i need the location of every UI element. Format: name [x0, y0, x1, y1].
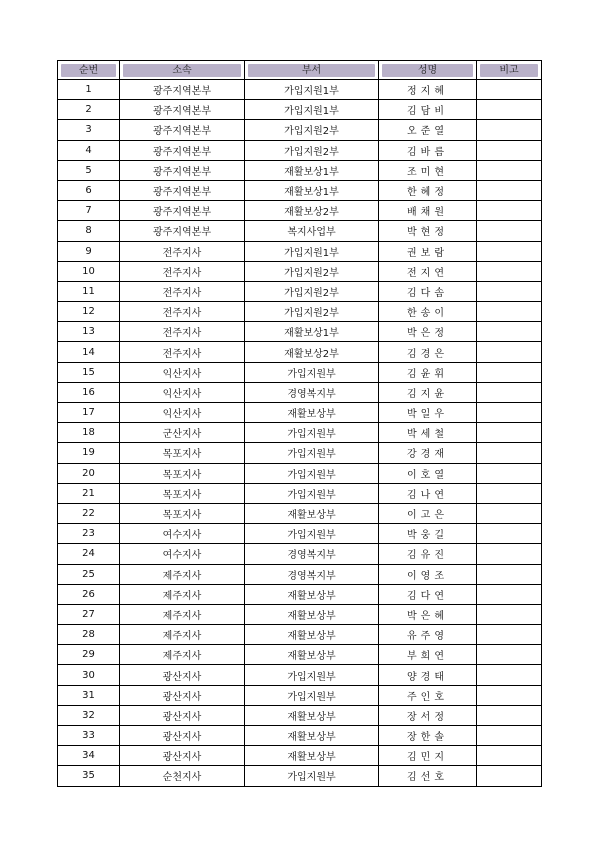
- cell-note: [477, 524, 542, 544]
- header-cell-dept: [245, 61, 379, 80]
- cell-dept: 가입지원부: [245, 483, 379, 503]
- cell-name: 한혜정: [379, 180, 477, 200]
- cell-no: 4: [58, 140, 120, 160]
- header-row: [58, 61, 542, 80]
- cell-note: [477, 281, 542, 301]
- cell-org: 제주지사: [120, 584, 245, 604]
- roster-body: [58, 80, 542, 787]
- cell-note: [477, 140, 542, 160]
- cell-no: 13: [58, 322, 120, 342]
- cell-no: 29: [58, 645, 120, 665]
- table-row: [58, 322, 542, 342]
- cell-org: 광주지역본부: [120, 201, 245, 221]
- cell-name: 유주영: [379, 625, 477, 645]
- table-row: [58, 766, 542, 786]
- cell-no: 25: [58, 564, 120, 584]
- cell-org: 광주지역본부: [120, 180, 245, 200]
- table-row: [58, 625, 542, 645]
- cell-dept: 가입지원2부: [245, 261, 379, 281]
- table-row: [58, 645, 542, 665]
- cell-note: [477, 403, 542, 423]
- table-row: [58, 423, 542, 443]
- cell-no: 32: [58, 705, 120, 725]
- cell-no: 26: [58, 584, 120, 604]
- cell-no: 11: [58, 281, 120, 301]
- cell-org: 광주지역본부: [120, 160, 245, 180]
- cell-note: [477, 604, 542, 624]
- cell-dept: 가입지원1부: [245, 80, 379, 100]
- cell-no: 35: [58, 766, 120, 786]
- cell-note: [477, 160, 542, 180]
- cell-no: 17: [58, 403, 120, 423]
- cell-name: 장서정: [379, 705, 477, 725]
- cell-no: 7: [58, 201, 120, 221]
- cell-note: [477, 362, 542, 382]
- cell-no: 1: [58, 80, 120, 100]
- cell-dept: 재활보상부: [245, 403, 379, 423]
- cell-no: 14: [58, 342, 120, 362]
- cell-name: 박은혜: [379, 604, 477, 624]
- header-cell-org: [120, 61, 245, 80]
- cell-name: 김선호: [379, 766, 477, 786]
- header-label-no: 순번: [61, 64, 116, 77]
- cell-org: 전주지사: [120, 302, 245, 322]
- cell-dept: 가입지원2부: [245, 140, 379, 160]
- header-label-note: 비고: [480, 64, 538, 77]
- cell-note: [477, 221, 542, 241]
- cell-dept: 가입지원2부: [245, 281, 379, 301]
- cell-name: 김민지: [379, 746, 477, 766]
- cell-name: 전지연: [379, 261, 477, 281]
- cell-note: [477, 80, 542, 100]
- cell-org: 전주지사: [120, 342, 245, 362]
- header-label-dept: 부서: [248, 64, 375, 77]
- cell-note: [477, 645, 542, 665]
- cell-name: 김윤휘: [379, 362, 477, 382]
- cell-no: 20: [58, 463, 120, 483]
- table-row: [58, 160, 542, 180]
- table-row: [58, 685, 542, 705]
- cell-name: 박세철: [379, 423, 477, 443]
- cell-org: 전주지사: [120, 322, 245, 342]
- cell-org: 여수지사: [120, 544, 245, 564]
- cell-note: [477, 685, 542, 705]
- cell-name: 주인호: [379, 685, 477, 705]
- cell-dept: 가입지원부: [245, 463, 379, 483]
- cell-note: [477, 483, 542, 503]
- cell-name: 양경태: [379, 665, 477, 685]
- cell-note: [477, 241, 542, 261]
- cell-org: 광산지사: [120, 685, 245, 705]
- cell-dept: 재활보상1부: [245, 160, 379, 180]
- cell-org: 전주지사: [120, 261, 245, 281]
- cell-org: 목포지사: [120, 463, 245, 483]
- header-cell-name: [379, 61, 477, 80]
- cell-org: 광산지사: [120, 746, 245, 766]
- cell-no: 12: [58, 302, 120, 322]
- cell-dept: 재활보상1부: [245, 322, 379, 342]
- table-row: [58, 201, 542, 221]
- cell-dept: 재활보상1부: [245, 180, 379, 200]
- cell-note: [477, 382, 542, 402]
- table-row: [58, 382, 542, 402]
- cell-no: 9: [58, 241, 120, 261]
- cell-name: 장한솔: [379, 726, 477, 746]
- cell-dept: 가입지원2부: [245, 120, 379, 140]
- table-row: [58, 362, 542, 382]
- cell-no: 8: [58, 221, 120, 241]
- cell-org: 제주지사: [120, 625, 245, 645]
- cell-note: [477, 463, 542, 483]
- cell-note: [477, 322, 542, 342]
- cell-name: 박일우: [379, 403, 477, 423]
- cell-no: 27: [58, 604, 120, 624]
- cell-note: [477, 423, 542, 443]
- table-row: [58, 281, 542, 301]
- cell-org: 전주지사: [120, 241, 245, 261]
- cell-dept: 재활보상부: [245, 625, 379, 645]
- cell-name: 김담비: [379, 100, 477, 120]
- cell-org: 광주지역본부: [120, 120, 245, 140]
- cell-note: [477, 665, 542, 685]
- table-row: [58, 726, 542, 746]
- cell-name: 이영조: [379, 564, 477, 584]
- cell-org: 익산지사: [120, 403, 245, 423]
- cell-org: 군산지사: [120, 423, 245, 443]
- cell-dept: 복지사업부: [245, 221, 379, 241]
- cell-note: [477, 705, 542, 725]
- table-row: [58, 705, 542, 725]
- cell-no: 6: [58, 180, 120, 200]
- cell-no: 16: [58, 382, 120, 402]
- cell-note: [477, 544, 542, 564]
- cell-name: 김다연: [379, 584, 477, 604]
- cell-name: 이호열: [379, 463, 477, 483]
- cell-no: 30: [58, 665, 120, 685]
- cell-dept: 가입지원부: [245, 423, 379, 443]
- cell-org: 목포지사: [120, 443, 245, 463]
- header-cell-no: [58, 61, 120, 80]
- cell-note: [477, 766, 542, 786]
- cell-no: 24: [58, 544, 120, 564]
- cell-org: 전주지사: [120, 281, 245, 301]
- table-row: [58, 443, 542, 463]
- cell-org: 목포지사: [120, 503, 245, 523]
- table-row: [58, 746, 542, 766]
- cell-no: 28: [58, 625, 120, 645]
- cell-name: 김유진: [379, 544, 477, 564]
- header-label-name: 성명: [382, 64, 473, 77]
- cell-no: 3: [58, 120, 120, 140]
- cell-org: 익산지사: [120, 382, 245, 402]
- cell-dept: 재활보상부: [245, 705, 379, 725]
- cell-name: 김경은: [379, 342, 477, 362]
- cell-note: [477, 625, 542, 645]
- cell-name: 김바름: [379, 140, 477, 160]
- cell-org: 광주지역본부: [120, 100, 245, 120]
- cell-note: [477, 443, 542, 463]
- cell-dept: 재활보상부: [245, 645, 379, 665]
- table-row: [58, 241, 542, 261]
- cell-no: 22: [58, 503, 120, 523]
- cell-note: [477, 100, 542, 120]
- cell-name: 조미현: [379, 160, 477, 180]
- cell-no: 18: [58, 423, 120, 443]
- cell-name: 김나연: [379, 483, 477, 503]
- cell-name: 박현정: [379, 221, 477, 241]
- table-row: [58, 302, 542, 322]
- cell-no: 10: [58, 261, 120, 281]
- cell-name: 권보람: [379, 241, 477, 261]
- cell-org: 광주지역본부: [120, 140, 245, 160]
- cell-dept: 재활보상부: [245, 746, 379, 766]
- cell-org: 익산지사: [120, 362, 245, 382]
- cell-dept: 가입지원1부: [245, 100, 379, 120]
- cell-name: 정지혜: [379, 80, 477, 100]
- cell-dept: 재활보상2부: [245, 342, 379, 362]
- table-row: [58, 584, 542, 604]
- cell-no: 2: [58, 100, 120, 120]
- cell-name: 박웅길: [379, 524, 477, 544]
- cell-note: [477, 180, 542, 200]
- cell-note: [477, 302, 542, 322]
- cell-dept: 가입지원부: [245, 766, 379, 786]
- cell-org: 목포지사: [120, 483, 245, 503]
- cell-no: 15: [58, 362, 120, 382]
- cell-name: 김지윤: [379, 382, 477, 402]
- table-row: [58, 342, 542, 362]
- cell-org: 광산지사: [120, 726, 245, 746]
- cell-dept: 재활보상부: [245, 503, 379, 523]
- cell-dept: 경영복지부: [245, 382, 379, 402]
- cell-dept: 재활보상부: [245, 604, 379, 624]
- cell-no: 19: [58, 443, 120, 463]
- cell-org: 광산지사: [120, 705, 245, 725]
- cell-name: 강경재: [379, 443, 477, 463]
- cell-dept: 경영복지부: [245, 564, 379, 584]
- cell-dept: 가입지원부: [245, 524, 379, 544]
- cell-note: [477, 746, 542, 766]
- cell-name: 오준열: [379, 120, 477, 140]
- cell-org: 순천지사: [120, 766, 245, 786]
- cell-dept: 경영복지부: [245, 544, 379, 564]
- cell-note: [477, 564, 542, 584]
- cell-no: 23: [58, 524, 120, 544]
- cell-dept: 재활보상2부: [245, 201, 379, 221]
- header-cell-note: [477, 61, 542, 80]
- table-row: [58, 221, 542, 241]
- cell-name: 김다솜: [379, 281, 477, 301]
- cell-no: 34: [58, 746, 120, 766]
- cell-org: 광주지역본부: [120, 221, 245, 241]
- cell-note: [477, 261, 542, 281]
- table-row: [58, 483, 542, 503]
- cell-dept: 가입지원부: [245, 362, 379, 382]
- cell-no: 5: [58, 160, 120, 180]
- table-row: [58, 80, 542, 100]
- cell-dept: 가입지원부: [245, 685, 379, 705]
- table-row: [58, 403, 542, 423]
- cell-note: [477, 503, 542, 523]
- cell-note: [477, 726, 542, 746]
- table-row: [58, 180, 542, 200]
- table-row: [58, 524, 542, 544]
- cell-note: [477, 584, 542, 604]
- cell-dept: 가입지원1부: [245, 241, 379, 261]
- cell-org: 여수지사: [120, 524, 245, 544]
- cell-note: [477, 120, 542, 140]
- table-row: [58, 665, 542, 685]
- cell-org: 광산지사: [120, 665, 245, 685]
- cell-dept: 재활보상부: [245, 726, 379, 746]
- cell-name: 배채원: [379, 201, 477, 221]
- roster-table: [57, 60, 542, 787]
- cell-note: [477, 342, 542, 362]
- table-row: [58, 261, 542, 281]
- table-row: [58, 140, 542, 160]
- header-label-org: 소속: [123, 64, 241, 77]
- cell-org: 제주지사: [120, 604, 245, 624]
- table-row: [58, 564, 542, 584]
- cell-no: 21: [58, 483, 120, 503]
- table-row: [58, 100, 542, 120]
- cell-org: 제주지사: [120, 645, 245, 665]
- cell-no: 31: [58, 685, 120, 705]
- cell-dept: 가입지원2부: [245, 302, 379, 322]
- cell-org: 광주지역본부: [120, 80, 245, 100]
- cell-no: 33: [58, 726, 120, 746]
- cell-dept: 가입지원부: [245, 665, 379, 685]
- table-row: [58, 120, 542, 140]
- cell-dept: 가입지원부: [245, 443, 379, 463]
- table-row: [58, 544, 542, 564]
- cell-dept: 재활보상부: [245, 584, 379, 604]
- table-row: [58, 463, 542, 483]
- cell-org: 제주지사: [120, 564, 245, 584]
- cell-name: 박은정: [379, 322, 477, 342]
- cell-name: 한송이: [379, 302, 477, 322]
- cell-name: 부희연: [379, 645, 477, 665]
- table-row: [58, 604, 542, 624]
- cell-name: 이고은: [379, 503, 477, 523]
- table-row: [58, 503, 542, 523]
- cell-note: [477, 201, 542, 221]
